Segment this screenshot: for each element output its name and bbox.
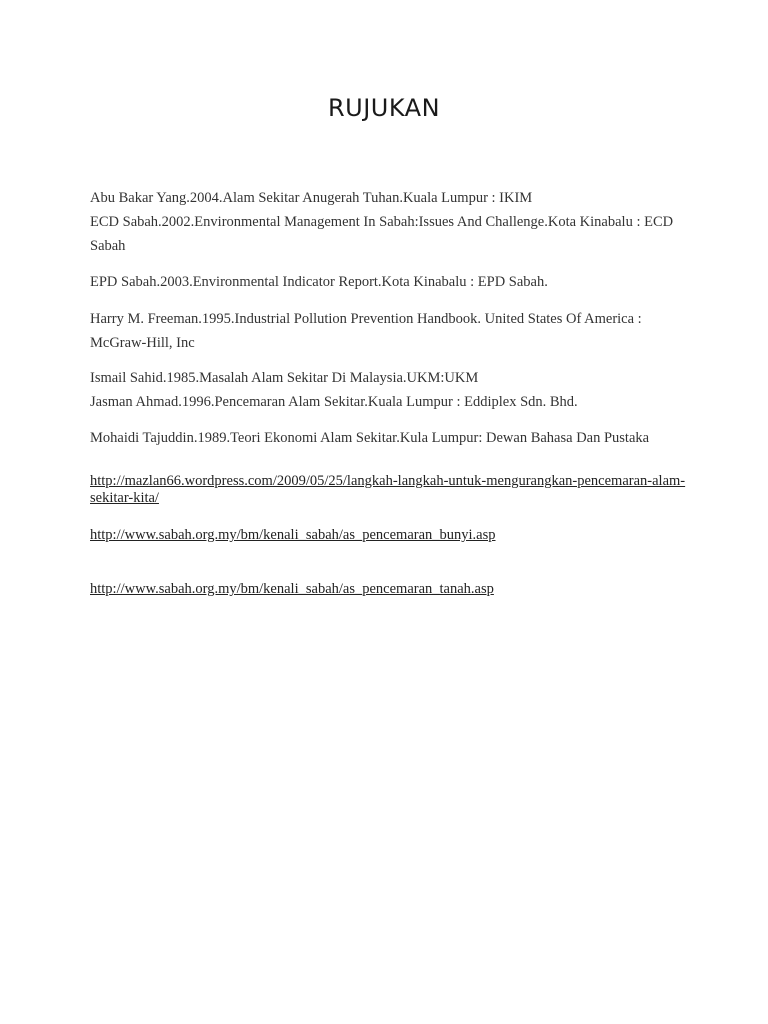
reference-item: Harry M. Freeman.1995.Industrial Pollution Prevention Handbook. United States Of America : McGraw-Hill, Inc (90, 311, 642, 351)
reference-list (90, 186, 686, 598)
reference-link[interactable]: http://www.sabah.org.my/bm/kenali_sabah/as_pencemaran_bunyi.asp (90, 527, 496, 543)
reference-item: Jasman Ahmad.1996.Pencemaran Alam Sekitar.Kuala Lumpur : Eddiplex Sdn. Bhd. (90, 394, 578, 410)
reference-link[interactable]: http://mazlan66.wordpress.com/2009/05/25/langkah-langkah-untuk-mengurangkan-pencemaran-alam-sekitar-kita/ (90, 473, 686, 506)
reference-link[interactable]: http://www.sabah.org.my/bm/kenali_sabah/as_pencemaran_tanah.asp (90, 581, 494, 597)
reference-item: Mohaidi Tajuddin.1989.Teori Ekonomi Alam Sekitar.Kula Lumpur: Dewan Bahasa Dan Pustaka (90, 430, 650, 446)
page-title: RUJUKAN (327, 94, 441, 122)
reference-item: EPD Sabah.2003.Environmental Indicator Report.Kota Kinabalu : EPD Sabah. (90, 274, 548, 290)
reference-item: ECD Sabah.2002.Environmental Management In Sabah:Issues And Challenge.Kota Kinabalu : ECD Sabah (90, 214, 674, 254)
reference-item: Ismail Sahid.1985.Masalah Alam Sekitar Di Malaysia.UKM:UKM (90, 370, 479, 386)
reference-item: Abu Bakar Yang.2004.Alam Sekitar Anugerah Tuhan.Kuala Lumpur : IKIM (90, 190, 533, 206)
